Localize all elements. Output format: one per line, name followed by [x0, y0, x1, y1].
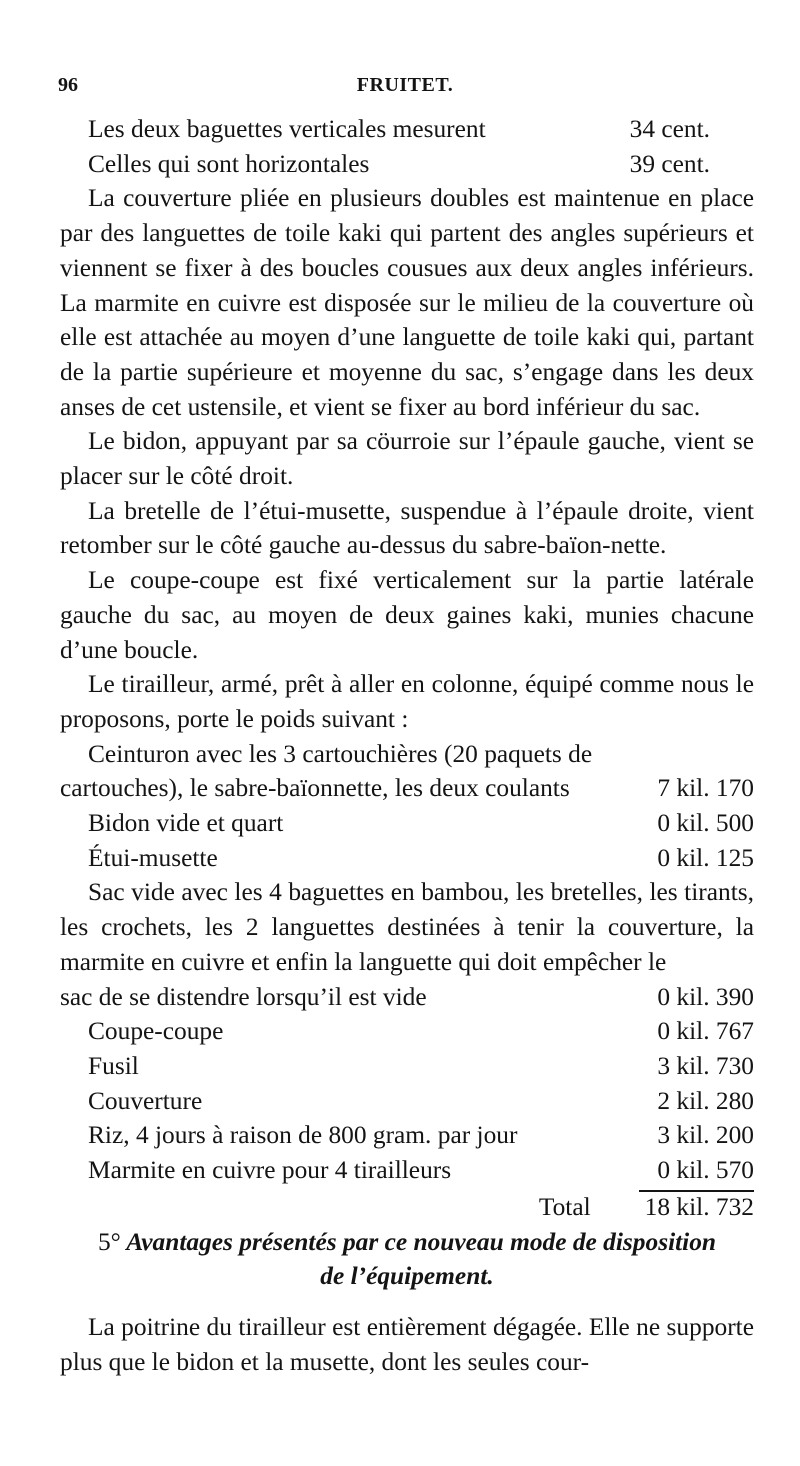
page-number: 96	[58, 74, 78, 96]
weight-item: Fusil 3 kil. 730	[88, 1051, 754, 1080]
section-number: 5°	[97, 1227, 121, 1256]
paragraph-bidon: Le bidon, appuyant par sa cöurroie sur l’épaule gauche, vient se placer sur le côté droit.	[60, 427, 754, 491]
weight-item: Étui-musette 0 kil. 125	[88, 843, 754, 872]
measure-line-vertical: Les deux baguettes verticales mesurent 34 cent.	[88, 115, 710, 143]
weight-item-ceinturon-line1: Ceinturon avec les 3 cartouchières (20 paquets de	[88, 739, 593, 768]
total-row	[60, 1188, 754, 1225]
running-title: FRUITET.	[356, 74, 454, 96]
page-body	[60, 112, 754, 1379]
weight-item: Riz, 4 jours à raison de 800 gram. par jour 3 kil. 200	[88, 1121, 754, 1150]
weight-item-ceinturon: cartouches), le sabre-baïonnette, les deux coulants 7 kil. 170	[60, 774, 754, 803]
weight-item: Bidon vide et quart 0 kil. 500	[88, 809, 754, 838]
weight-item-sac: sac de se distendre lorsqu’il est vide 0 kil. 390	[60, 982, 754, 1011]
paragraph-tirailleur: Le tirailleur, armé, prêt à aller en colonne, équipé comme nous le proposons, porte le poids suivant :	[60, 670, 754, 733]
paragraph-coupe-coupe: Le coupe-coupe est fixé verticalement sur la partie latérale gauche du sac, au moyen de deux gaines kaki, munies chacune d’une boucle.	[60, 566, 754, 664]
total-value: 18 kil. 732	[639, 1190, 754, 1222]
section-title-line2: de l’équipement.	[320, 1262, 494, 1291]
weight-item: Coupe-coupe 0 kil. 767	[88, 1017, 754, 1046]
weight-item: Marmite en cuivre pour 4 tirailleurs 0 kil. 570	[88, 1156, 754, 1185]
section-heading	[60, 1225, 754, 1294]
running-header	[58, 70, 752, 104]
paragraph-bretelle: La bretelle de l’étui-musette, suspendue à l’épaule droite, vient retomber sur le côté gauche au-dessus du sabre-baïon-nette.	[60, 496, 754, 560]
weight-item-sac-text: Sac vide avec les 4 baguettes en bambou, les bretelles, les tirants, les crochets, les 2 languettes destinées à tenir la couverture, la marmite en cuivre et enfin la languette qui doit empêcher le	[60, 878, 754, 976]
weight-item: Couverture 2 kil. 280	[88, 1086, 754, 1115]
section-title-line1: Avantages présentés par ce nouveau mode de disposition	[126, 1227, 717, 1256]
paragraph-poitrine: La poitrine du tirailleur est entièrement dégagée. Elle ne supporte plus que le bidon et la musette, dont les seules cour-	[60, 1312, 754, 1376]
total-label: Total	[538, 1192, 591, 1221]
paragraph-couverture: La couverture pliée en plusieurs doubles est maintenue en place par des languettes de toile kaki qui partent des angles supérieurs et viennent se fixer à des boucles cousues aux deux angles inférieurs. La marmite en cuivre est disposée sur le milieu de la couverture où elle est attachée au moyen d’une languette de toile kaki qui, partant de la partie supérieure et moyenne du sac, s’engage dans les deux anses de cet ustensile, et vient se fixer au bord inférieur du sac.	[60, 184, 754, 421]
spacer	[60, 1294, 754, 1310]
measure-line-horizontal: Celles qui sont horizontales 39 cent.	[88, 149, 710, 178]
